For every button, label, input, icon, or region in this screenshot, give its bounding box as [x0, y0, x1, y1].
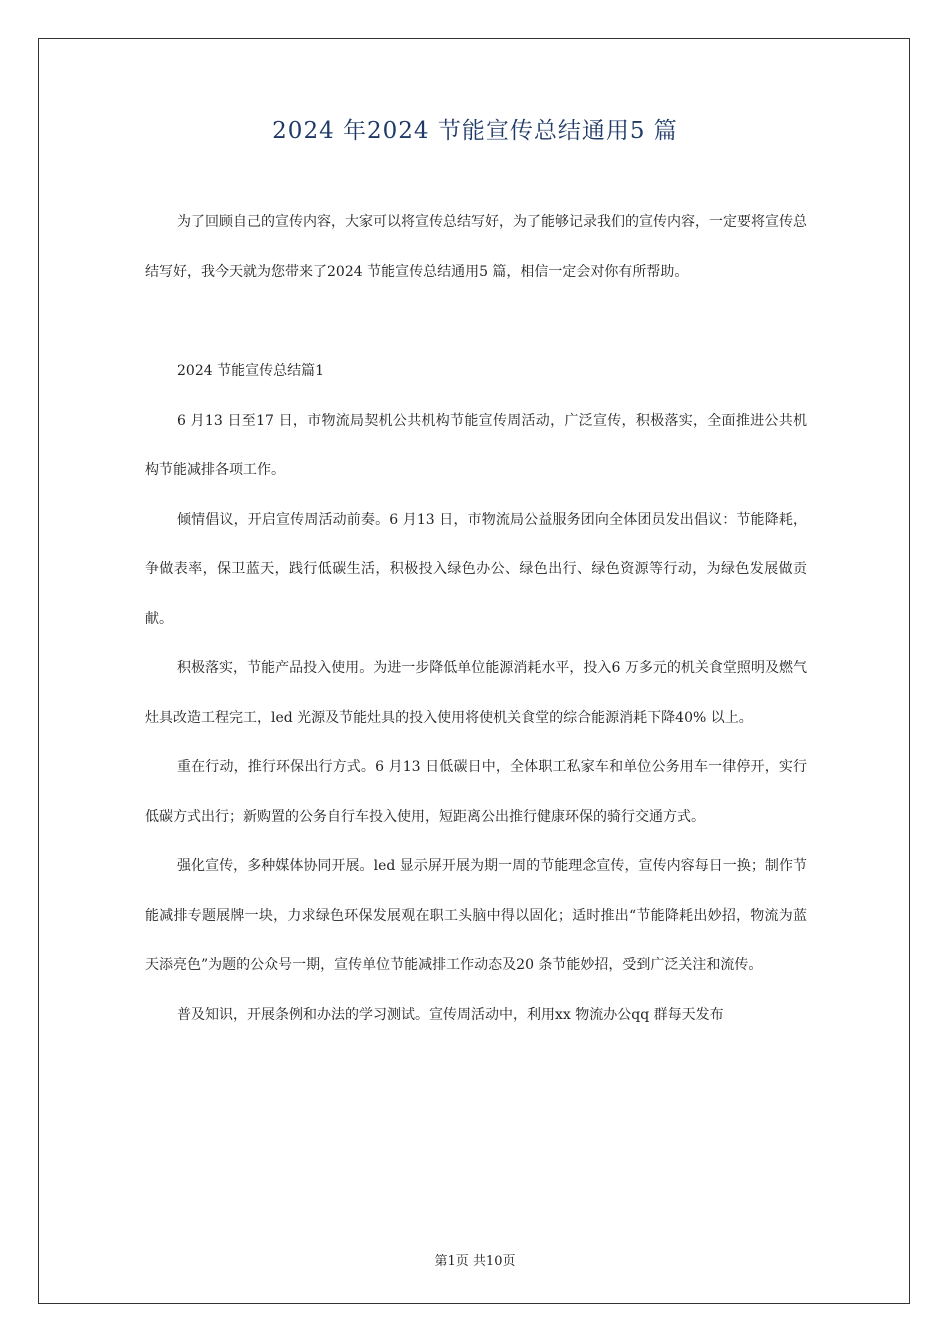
- document-title: 2024 年2024 节能宣传总结通用5 篇: [272, 118, 678, 144]
- body-paragraph: 倾情倡议，开启宣传周活动前奏。6 月13 日，市物流局公益服务团向全体团员发出倡议：节能降耗，争做表率，保卫蓝天，践行低碳生活，积极投入绿色办公、绿色出行、绿色资源等行动，为绿色发展做贡献。: [145, 511, 807, 627]
- body-paragraph: 普及知识，开展条例和办法的学习测试。宣传周活动中，利用xx 物流办公qq 群每天发布: [177, 1006, 724, 1023]
- body-paragraph: 积极落实，节能产品投入使用。为进一步降低单位能源消耗水平，投入6 万多元的机关食堂照明及燃气灶具改造工程完工，led 光源及节能灶具的投入使用将使机关食堂的综合能源消耗下降40% 以上。: [145, 660, 807, 726]
- body-paragraph: 重在行动，推行环保出行方式。6 月13 日低碳日中，全体职工私家车和单位公务用车一律停开，实行低碳方式出行；新购置的公务自行车投入使用，短距离公出推行健康环保的骑行交通方式。: [145, 759, 807, 825]
- section-heading: 2024 节能宣传总结篇1: [177, 363, 324, 379]
- body-paragraph: 强化宣传，多种媒体协同开展。led 显示屏开展为期一周的节能理念宣传，宣传内容每日一换；制作节能减排专题展牌一块，力求绿色环保发展观在职工头脑中得以固化；适时推出“节能降耗出妙招，物流为蓝天添亮色”为题的公众号一期，宣传单位节能减排工作动态及20 条节能妙招，受到广泛关注和流传。: [145, 858, 807, 973]
- body-paragraph: 6 月13 日至17 日，市物流局契机公共机构节能宣传周活动，广泛宣传，积极落实，全面推进公共机构节能减排各项工作。: [145, 412, 807, 478]
- intro-paragraph: 为了回顾自己的宣传内容，大家可以将宣传总结写好，为了能够记录我们的宣传内容，一定要将宣传总结写好，我今天就为您带来了2024 节能宣传总结通用5 篇，相信一定会对你有所帮助。: [145, 214, 807, 280]
- page-footer: 第1页 共10页: [434, 1254, 516, 1269]
- document-body: [145, 198, 807, 1040]
